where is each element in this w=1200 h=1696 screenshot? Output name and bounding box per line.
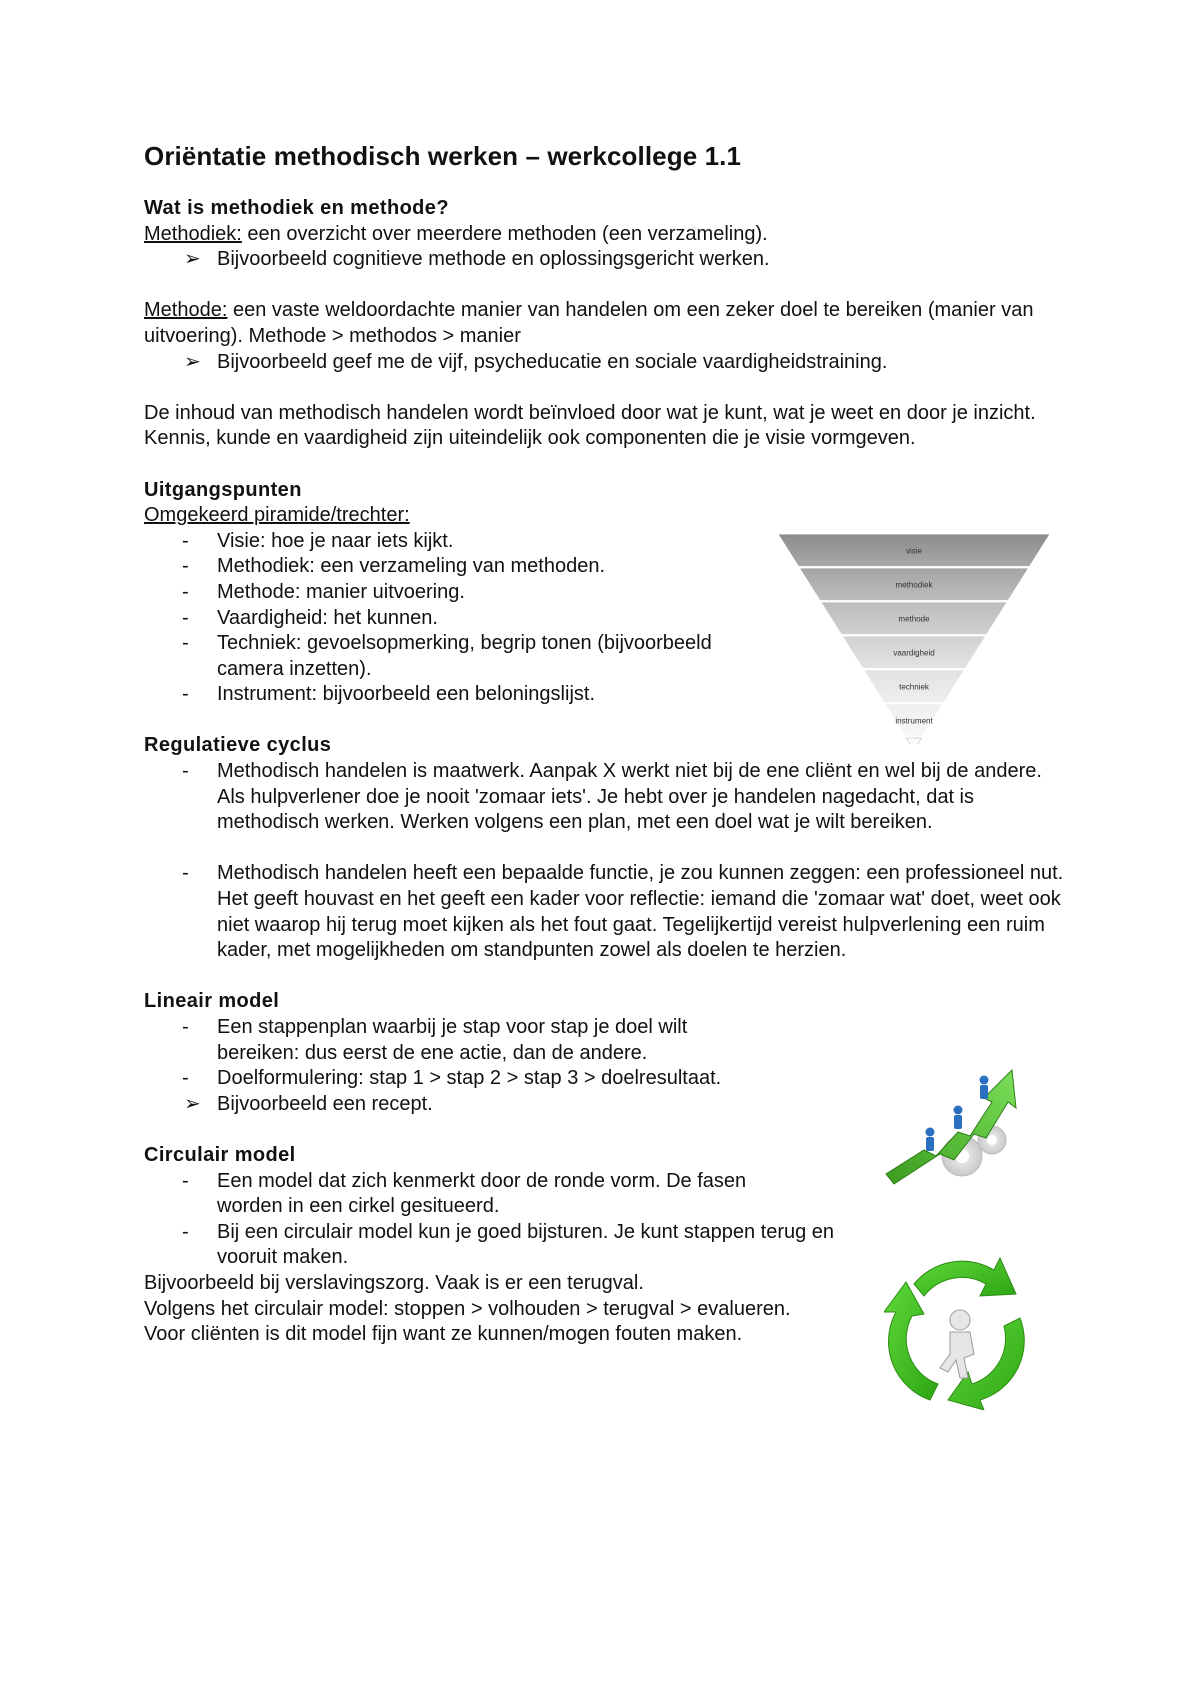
dash-bullet: - [182,683,189,706]
pyramid-label: instrument [895,716,933,726]
list-item: - Bij een circulair model kun je goed bijsturen. Je kunt stappen terug en vooruit maken. [182,1220,835,1269]
uitgangspunten-list [144,529,824,708]
list-item: - Methode: manier uitvoering. [144,580,824,606]
heading-circulair-model: Circulair model [144,1143,296,1166]
heading-lineair-model: Lineair model [144,990,280,1013]
methode-text: een vaste weldoordachte manier van handelen om een zeker doel te bereiken (manier van uitvoering). Methode > methodos > manier [144,299,1034,347]
dash-bullet: - [182,1220,189,1243]
circulair-line-2: Volgens het circulair model: stoppen > volhouden > terugval > evalueren. [144,1297,791,1320]
methodiek-bullets [144,247,1074,273]
dash-bullet: - [182,606,189,629]
list-item: - Instrument: bijvoorbeeld een beloningslijst. [144,682,824,708]
growth-arrow-figure [884,1056,1028,1188]
list-item: - Techniek: gevoelsopmerking, begrip tonen (bijvoorbeeld camera inzetten). [182,632,712,680]
list-item: - Methodiek: een verzameling van methoden. [144,554,824,580]
person-figure-icon [940,1310,974,1378]
pyramid-label: methode [898,614,930,624]
dash-bullet: - [182,580,189,603]
list-item: ➢ Bijvoorbeeld een recept. [144,1092,1074,1118]
dash-bullet: - [182,1067,189,1090]
list-item: - Methodisch handelen is maatwerk. Aanpak X werkt niet bij de ene cliënt en wel bij de andere. Als hulpverlener doe je nooit 'zomaar iets'. Je hebt over je handelen nagedacht, dat is methodisch werken. Werken volgens een plan, met een doel wat je wilt bereiken. [182,760,1042,834]
dash-bullet: - [182,862,189,885]
methode-term: Methode: [144,299,228,322]
arrow-bullet-icon: ➢ [184,1092,201,1115]
list-item: - Methodisch handelen heeft een bepaalde functie, je zou kunnen zeggen: een professioneel nut. Het geeft houvast en het geeft een kader voor reflectie: iemand die 'zomaar wat' doet, weet ook niet waarop hij terug moet kijken als het fout gaat. Tegelijkertijd vereist hulpverlening een ruim kader, met mogelijkheden om standpunten zowel als doelen te herzien. [182,862,1064,962]
list-item: - Vaardigheid: het kunnen. [144,606,824,632]
dash-bullet: - [182,1016,189,1038]
circulair-line-1: Bijvoorbeeld bij verslavingszorg. Vaak is er een terugval. [144,1271,644,1294]
pyramid-label: methodiek [895,580,933,590]
dash-bullet: - [182,760,189,783]
pyramid-label: visie [905,546,923,556]
circulair-line-3: Voor cliënten is dit model fijn want ze kunnen/mogen fouten maken. [144,1323,743,1346]
arrow-bullet-icon: ➢ [184,248,201,271]
list-item: - Visie: hoe je naar iets kijkt. [144,529,824,555]
subheading-piramide: Omgekeerd piramide/trechter: [144,504,410,527]
pyramid-label: vaardigheid [893,648,935,658]
methodiek-definition [144,222,1074,248]
pyramid-tip [906,738,921,744]
dash-bullet: - [182,529,189,552]
list-item: - Een stappenplan waarbij je stap voor stap je doel wilt bereiken: dus eerst de ene actie, dan de andere. [182,1016,688,1064]
heading-methodiek-methode: Wat is methodiek en methode? [144,197,449,219]
regulatieve-list-2 [144,861,1074,963]
methodiek-text: een overzicht over meerdere methoden (een verzameling). [241,222,768,245]
regulatieve-list [144,759,1074,836]
lineair-list [144,1015,844,1092]
dash-bullet: - [182,555,189,578]
list-item: - Een model dat zich kenmerkt door de ronde vorm. De fasen worden in een cirkel gesitueerd. [182,1169,747,1218]
list-item: ➢ Bijvoorbeeld geef me de vijf, psycheducatie en sociale vaardigheidstraining. [144,350,1074,376]
circular-arrows-figure [884,1254,1032,1410]
methode-bullets [144,350,1074,376]
heading-uitgangspunten: Uitgangspunten [144,478,302,501]
dash-bullet: - [182,1169,189,1192]
list-item: - Doelformulering: stap 1 > stap 2 > stap 3 > doelresultaat. [144,1066,844,1092]
arrow-bullet-icon: ➢ [184,350,201,373]
list-item: ➢ Bijvoorbeeld cognitieve methode en oplossingsgericht werken. [144,247,1074,273]
page-title: Oriëntatie methodisch werken – werkcollege 1.1 [144,141,742,171]
methode-definition [144,298,1074,349]
pyramid-label: techniek [899,682,929,692]
dash-bullet: - [182,632,189,655]
inhoud-paragraph: De inhoud van methodisch handelen wordt beïnvloed door wat je kunt, wat je weet en door je inzicht. Kennis, kunde en vaardigheid zijn uiteindelijk ook componenten die je visie vormgeven. [144,401,1036,450]
inverted-pyramid-figure [778,532,1050,744]
methodiek-term: Methodiek: [144,222,242,245]
heading-regulatieve-cyclus: Regulatieve cyclus [144,734,332,757]
